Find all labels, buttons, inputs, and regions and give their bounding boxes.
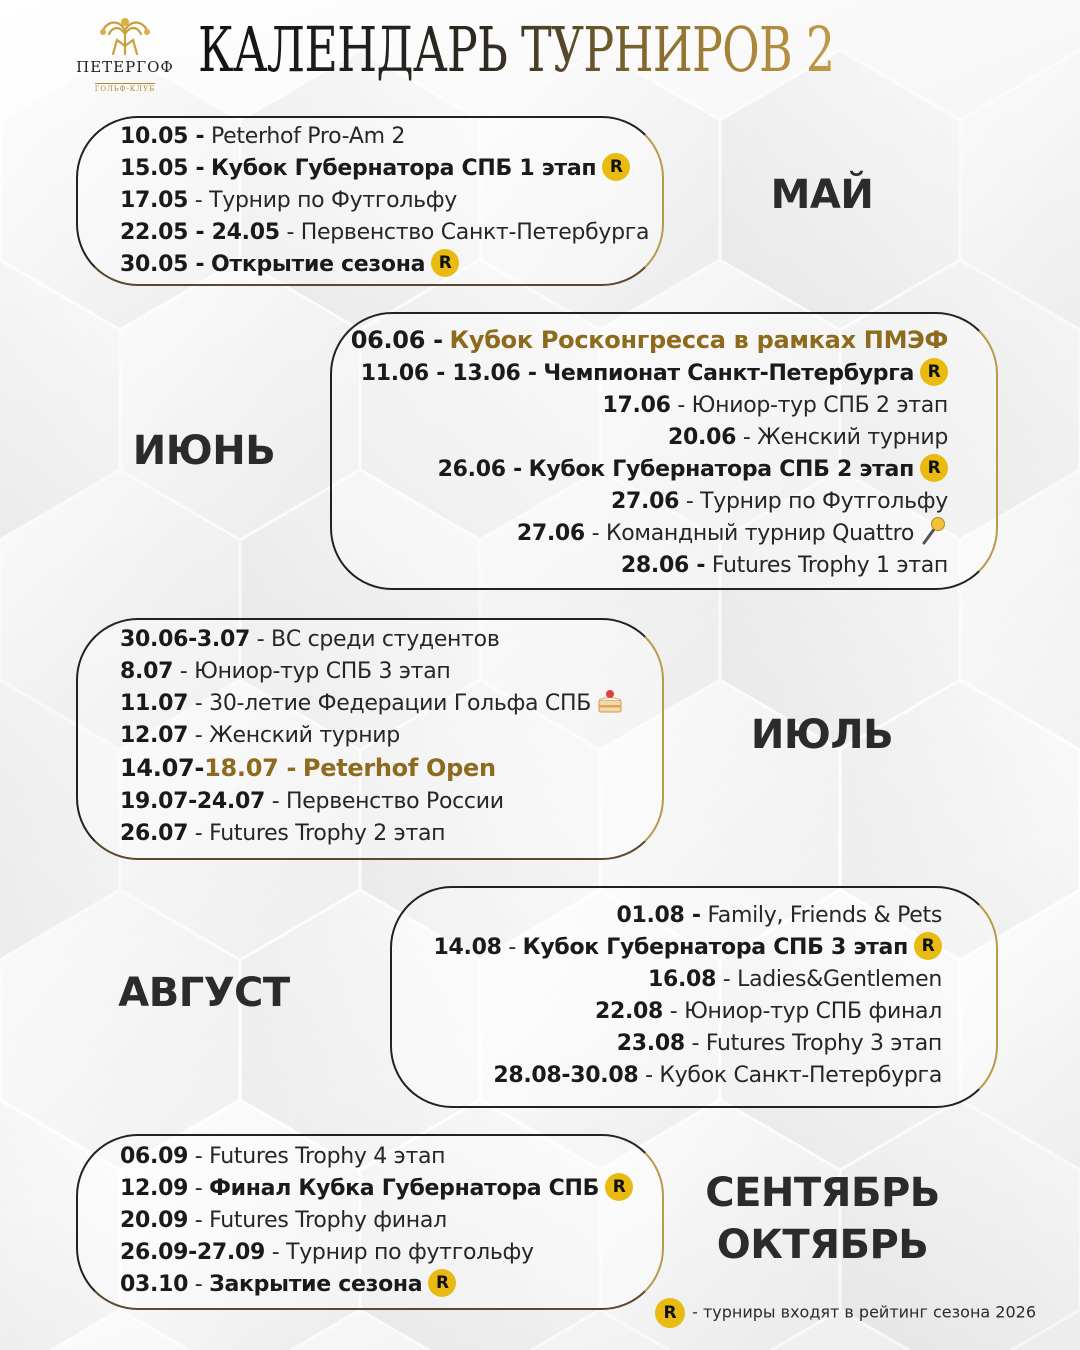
event-name: - Futures Trophy 2 этап: [194, 821, 446, 846]
event-name: - Futures Trophy 3 этап: [691, 1031, 942, 1056]
event-date: 03.10: [120, 1272, 189, 1297]
event-date: 01.08 -: [616, 903, 701, 928]
event-name: Futures Trophy 1 этап: [711, 553, 948, 578]
event-date: 26.09-27.09: [120, 1240, 266, 1265]
event-date: 17.05: [120, 188, 189, 213]
event-name: - Юниор-тур СПБ 3 этап: [179, 659, 451, 684]
event-name: - Первенство Санкт-Петербурга: [286, 220, 650, 245]
event-date-end: 18.07 -: [204, 754, 297, 782]
page-title: КАЛЕНДАРЬ ТУРНИРОВ 2026: [198, 10, 834, 90]
event-name: - Юниор-тур СПБ 2 этап: [677, 393, 948, 418]
event-name: Кубок Росконгресса в рамках ПМЭФ: [449, 326, 948, 354]
july-events-list: [78, 624, 662, 850]
event-date: 28.06 -: [620, 553, 706, 578]
event-name: - Командный турнир Quattro: [591, 521, 914, 546]
club-logo: [70, 16, 180, 92]
event-date: 20.09: [120, 1208, 189, 1233]
event-item: [78, 720, 662, 752]
event-date: 20.06: [668, 425, 737, 450]
may-events-box: [76, 116, 664, 286]
rating-legend: [655, 1298, 1036, 1328]
event-name: - Futures Trophy финал: [194, 1208, 447, 1233]
event-date: 27.06: [516, 521, 585, 546]
event-item: [78, 185, 662, 217]
event-name: Открытие сезона: [210, 252, 426, 277]
event-name: - Турнир по Футгольфу: [685, 489, 948, 514]
event-date: 17.06: [602, 393, 671, 418]
event-separator: -: [194, 1272, 210, 1297]
event-item: [392, 996, 942, 1028]
month-label-july: ИЮЛЬ: [750, 712, 894, 758]
event-item: [78, 249, 662, 281]
september-events-list: [78, 1141, 662, 1301]
event-date: 8.07: [120, 659, 174, 684]
event-name: - Женский турнир: [194, 723, 400, 748]
event-item: [392, 900, 942, 932]
event-item: [332, 518, 948, 550]
event-name: Чемпионат Санкт-Петербурга: [543, 361, 914, 386]
event-date: 26.07: [120, 821, 189, 846]
event-item: [392, 932, 942, 964]
event-item: [392, 964, 942, 996]
event-name: Peterhof Open: [302, 754, 496, 782]
event-date: 22.05 - 24.05: [120, 220, 280, 245]
event-name: - Кубок Санкт-Петербурга: [645, 1063, 942, 1088]
event-item: [332, 324, 948, 358]
event-item: [332, 486, 948, 518]
event-name: Кубок Губернатора СПБ 3 этап: [522, 935, 908, 960]
event-name: - Юниор-тур СПБ финал: [669, 999, 942, 1024]
event-date: 30.05 -: [120, 252, 205, 277]
june-events-list: [332, 324, 948, 582]
event-item: [392, 1028, 942, 1060]
event-item: [392, 1060, 942, 1092]
event-date: 14.07-: [120, 754, 205, 782]
event-date: 30.06-3.07: [120, 627, 250, 652]
rating-badge-icon: R: [914, 932, 942, 960]
event-date: 15.05 -: [120, 156, 205, 181]
event-name: Закрытие сезона: [209, 1272, 423, 1297]
microphone-icon: [918, 516, 948, 546]
event-date: 28.08-30.08: [493, 1063, 639, 1088]
event-item: [332, 550, 948, 582]
event-name: - Первенство России: [271, 789, 504, 814]
august-events-list: [392, 900, 942, 1092]
rating-badge-icon: R: [655, 1298, 685, 1328]
event-item: [78, 153, 662, 185]
month-label-september: СЕНТЯБРЬ: [705, 1170, 940, 1216]
fountain-icon: [93, 16, 157, 56]
event-date: 23.08: [616, 1031, 685, 1056]
event-name: Family, Friends & Pets: [707, 903, 942, 928]
event-item: [78, 1205, 662, 1237]
september-events-box: [76, 1134, 664, 1310]
event-item: [332, 390, 948, 422]
event-date: 06.06 -: [350, 326, 443, 354]
event-item: [78, 688, 662, 720]
event-item: [78, 1237, 662, 1269]
event-item: [78, 752, 662, 786]
event-item: [78, 656, 662, 688]
event-date: 12.09: [120, 1176, 189, 1201]
event-date: 10.05 -: [120, 124, 205, 149]
event-name: - 30-летие Федерации Гольфа СПБ: [194, 691, 592, 716]
rating-badge-icon: R: [920, 454, 948, 482]
event-date: 14.08: [433, 935, 502, 960]
event-date: 06.09: [120, 1144, 189, 1169]
may-events-list: [78, 121, 662, 281]
rating-badge-icon: R: [605, 1173, 633, 1201]
june-events-box: [330, 312, 998, 590]
rating-badge-icon: R: [431, 249, 459, 277]
month-label-june: ИЮНЬ: [132, 428, 276, 474]
event-date: 12.07: [120, 723, 189, 748]
event-name: Peterhof Pro-Am 2: [210, 124, 406, 149]
event-date: 16.08: [647, 967, 717, 992]
event-item: [78, 1141, 662, 1173]
august-events-box: [390, 886, 998, 1108]
event-name: Кубок Губернатора СПБ 2 этап: [528, 457, 914, 482]
event-item: [78, 786, 662, 818]
event-date: 22.08: [594, 999, 664, 1024]
event-date: 11.07: [120, 691, 189, 716]
event-separator: -: [508, 935, 523, 960]
event-name: - Турнир по Футгольфу: [194, 188, 457, 213]
event-item: [332, 422, 948, 454]
cake-icon: [595, 686, 625, 716]
event-date: 11.06 - 13.06 -: [360, 361, 537, 386]
rating-badge-icon: R: [602, 153, 630, 181]
event-item: [78, 121, 662, 153]
event-item: [78, 1269, 662, 1301]
month-label-october: ОКТЯБРЬ: [716, 1222, 929, 1268]
event-item: [78, 1173, 662, 1205]
event-name: - Турнир по футгольфу: [271, 1240, 534, 1265]
legend-text: - турниры входят в рейтинг сезона 2026: [692, 1302, 1037, 1322]
month-label-may: МАЙ: [770, 172, 874, 218]
event-name: - Женский турнир: [742, 425, 948, 450]
event-separator: -: [194, 1176, 210, 1201]
rating-badge-icon: R: [920, 358, 948, 386]
event-date: 19.07-24.07: [120, 789, 266, 814]
event-date: 27.06: [611, 489, 680, 514]
event-item: [332, 454, 948, 486]
month-label-august: АВГУСТ: [118, 970, 290, 1016]
logo-subtitle: ГОЛЬФ-КЛУБ: [94, 85, 156, 93]
event-item: [332, 358, 948, 390]
event-name: - ВС среди студентов: [256, 627, 500, 652]
rating-badge-icon: R: [428, 1269, 456, 1297]
event-name: - Ladies&Gentlemen: [722, 967, 942, 992]
event-item: [78, 217, 662, 249]
event-name: Кубок Губернатора СПБ 1 этап: [210, 156, 597, 181]
july-events-box: [76, 618, 664, 860]
event-item: [78, 818, 662, 850]
event-date: 26.06 -: [437, 457, 522, 482]
event-item: [78, 624, 662, 656]
event-name: Финал Кубка Губернатора СПБ: [209, 1176, 600, 1201]
event-name: - Futures Trophy 4 этап: [194, 1144, 446, 1169]
logo-name: ПЕТЕРГОФ: [76, 58, 174, 76]
